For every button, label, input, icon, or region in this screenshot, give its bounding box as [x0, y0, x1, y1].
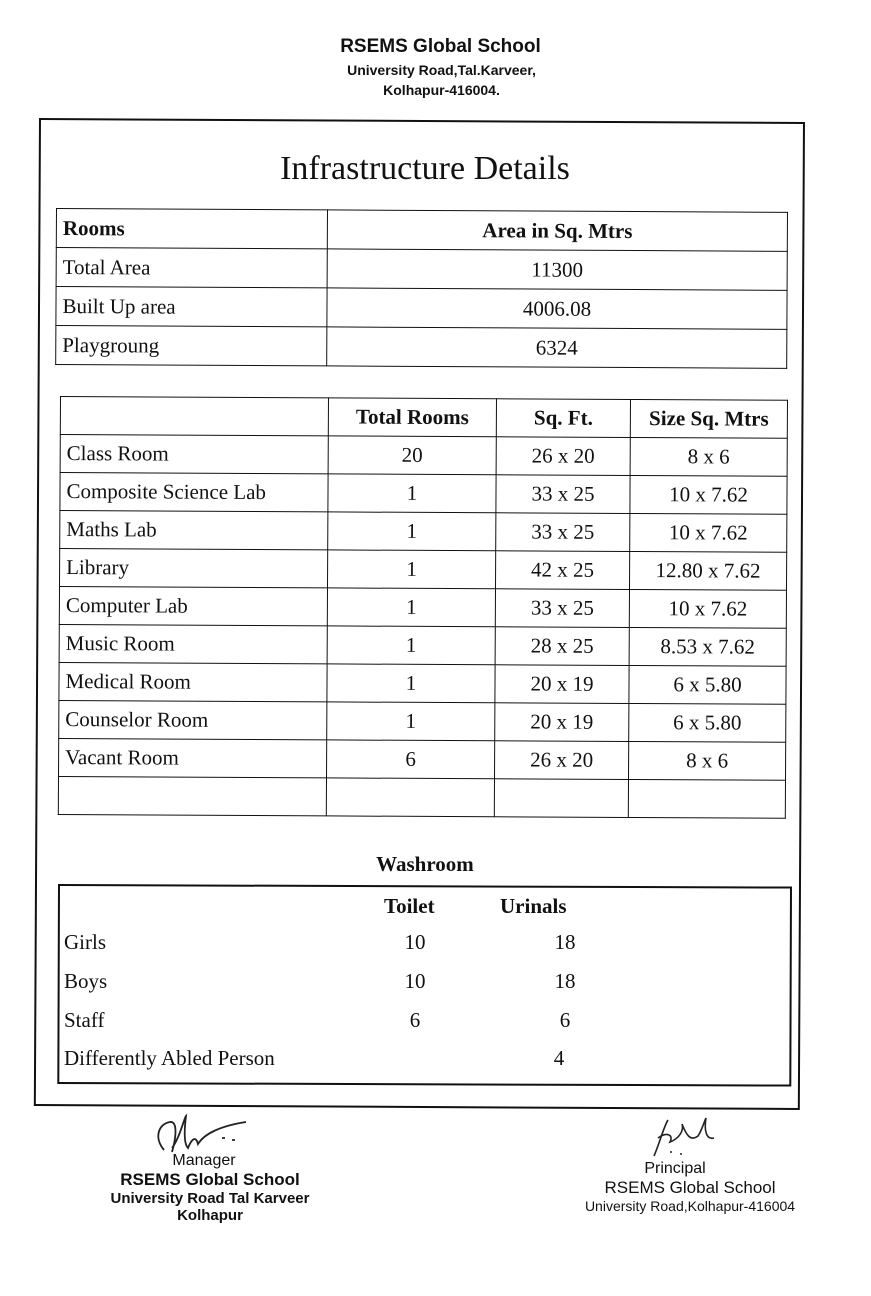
manager-role: Manager [172, 1152, 236, 1169]
principal-school-name: RSEMS Global School [604, 1178, 776, 1197]
room-name-cell: Counselor Room [59, 700, 327, 739]
sq-mtrs-cell: 10 x 7.62 [630, 475, 787, 514]
total-rooms-cell: 20 [328, 436, 496, 475]
sq-ft-cell: 20 x 19 [495, 665, 629, 704]
school-name: RSEMS Global School [340, 36, 541, 57]
washroom-row [64, 1008, 624, 1038]
manager-sign-block [60, 1152, 360, 1224]
total-rooms-cell: 1 [327, 702, 495, 741]
urinal-count: 4 [553, 1046, 565, 1070]
total-rooms-cell [326, 778, 494, 817]
total-rooms-cell: 1 [328, 512, 496, 551]
sq-mtrs-cell [628, 779, 785, 818]
table-row [59, 587, 786, 629]
table-row [60, 549, 787, 591]
room-name-cell: Computer Lab [59, 587, 327, 626]
area-cell: 11300 [327, 249, 787, 290]
principal-sign-block [560, 1160, 820, 1214]
table-row [56, 287, 787, 330]
sq-ft-cell: 33 x 25 [496, 475, 630, 514]
room-cell: Built Up area [56, 287, 327, 327]
table-row [60, 473, 787, 515]
sq-ft-cell: 33 x 25 [496, 513, 630, 552]
washroom-row-label: Boys [64, 969, 108, 993]
sq-ft-cell: 26 x 20 [496, 437, 630, 476]
total-rooms-cell: 1 [328, 474, 496, 513]
manager-address: University Road Tal Karveer [110, 1190, 310, 1207]
sq-mtrs-cell: 6 x 5.80 [629, 703, 786, 742]
manager-school-name: RSEMS Global School [120, 1170, 300, 1189]
sq-ft-cell: 33 x 25 [495, 589, 629, 628]
page-title: Infrastructure Details [280, 150, 570, 187]
sq-mtrs-cell: 8 x 6 [628, 741, 785, 780]
sq-mtrs-cell: 10 x 7.62 [630, 513, 787, 552]
total-rooms-cell: 1 [327, 550, 495, 589]
total-rooms-cell: 6 [327, 740, 495, 779]
urinal-count: 18 [554, 969, 576, 993]
total-rooms-cell: 1 [327, 626, 495, 665]
column-header-size-sq-mtrs: Size Sq. Mtrs [630, 399, 787, 438]
toilet-count: 6 [409, 1008, 421, 1032]
column-header-area: Area in Sq. Mtrs [327, 210, 787, 251]
table-row [60, 435, 787, 477]
table-row [60, 511, 787, 553]
rooms-table [58, 396, 788, 819]
school-address-line1: University Road,Tal.Karveer, [347, 62, 536, 78]
table-row [59, 624, 786, 666]
sq-mtrs-cell: 8.53 x 7.62 [629, 627, 786, 666]
sq-ft-cell [494, 779, 628, 818]
principal-address: University Road,Kolhapur-416004 [584, 1198, 796, 1214]
room-name-cell: Music Room [59, 624, 327, 663]
room-cell: Total Area [56, 248, 327, 288]
room-name-cell: Medical Room [59, 662, 327, 701]
toilet-count: 10 [404, 969, 426, 993]
urinal-count: 6 [559, 1008, 571, 1032]
washroom-column-toilet: Toilet [384, 894, 435, 918]
column-header-rooms: Rooms [56, 209, 327, 249]
room-name-cell: Maths Lab [60, 511, 328, 550]
area-table [55, 208, 788, 369]
sq-ft-cell: 26 x 20 [495, 741, 629, 780]
table-header-row [60, 397, 787, 439]
column-header-sq-ft: Sq. Ft. [496, 399, 630, 438]
sq-ft-cell: 28 x 25 [495, 627, 629, 666]
table-row [59, 662, 786, 704]
washroom-row-label: Staff [64, 1008, 105, 1032]
sq-mtrs-cell: 12.80 x 7.62 [629, 551, 786, 590]
washroom-row [64, 930, 624, 960]
school-address-line2: Kolhapur-416004. [383, 82, 500, 98]
principal-signature [640, 1112, 730, 1162]
sq-mtrs-cell: 8 x 6 [630, 437, 787, 476]
washroom-row-label: Girls [64, 930, 106, 954]
area-cell: 4006.08 [327, 288, 787, 329]
room-name-cell: Library [60, 549, 328, 588]
sq-ft-cell: 20 x 19 [495, 703, 629, 742]
room-name-cell [58, 776, 326, 815]
room-name-cell: Vacant Room [59, 738, 327, 777]
room-name-cell: Composite Science Lab [60, 473, 328, 512]
column-header-total-rooms: Total Rooms [328, 398, 496, 437]
column-header-room [60, 397, 328, 436]
washroom-title: Washroom [376, 852, 474, 876]
principal-role: Principal [644, 1160, 706, 1177]
washroom-row-label: Differently Abled Person [64, 1046, 275, 1070]
table-row-empty [58, 776, 785, 818]
sq-mtrs-cell: 6 x 5.80 [629, 665, 786, 704]
area-cell: 6324 [327, 327, 787, 368]
table-header-row [56, 209, 787, 252]
manager-city: Kolhapur [177, 1207, 243, 1224]
toilet-count: 10 [404, 930, 426, 954]
washroom-row [64, 1046, 624, 1076]
room-cell: Playgroung [56, 326, 327, 366]
table-row [56, 248, 787, 291]
total-rooms-cell: 1 [327, 588, 495, 627]
table-row [59, 700, 786, 742]
table-row [56, 326, 787, 369]
washroom-column-urinals: Urinals [500, 894, 567, 918]
washroom-row [64, 969, 624, 999]
room-name-cell: Class Room [60, 435, 328, 474]
total-rooms-cell: 1 [327, 664, 495, 703]
sq-ft-cell: 42 x 25 [495, 551, 629, 590]
urinal-count: 18 [554, 930, 576, 954]
table-row [59, 738, 786, 780]
sq-mtrs-cell: 10 x 7.62 [629, 589, 786, 628]
